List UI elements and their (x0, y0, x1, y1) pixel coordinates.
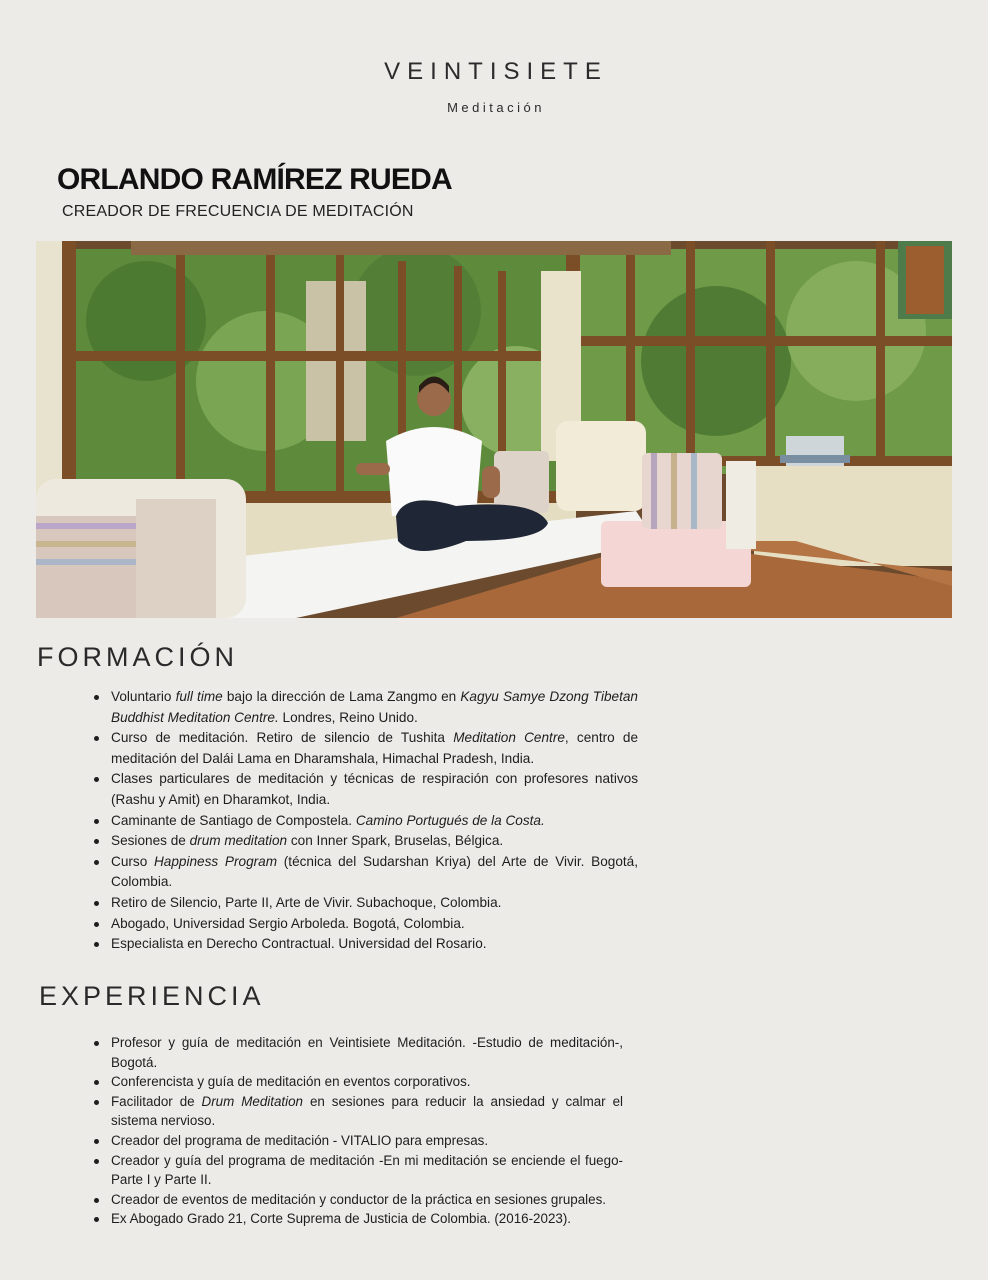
list-item-text: Voluntario (111, 689, 176, 704)
list-item-text: Creador de eventos de meditación y conductor de la práctica en sesiones grupales. (111, 1191, 607, 1207)
list-item-text: con Inner Spark, Bruselas, Bélgica. (287, 833, 504, 849)
list-item-text: , centro de meditación del Dalái Lama en Dharamshala, Himachal Pradesh, India. (111, 730, 639, 766)
list-item-italic-text: drum meditation (189, 833, 288, 849)
list-item (92, 1190, 623, 1210)
list-item (92, 1092, 623, 1131)
list-item (92, 1033, 623, 1072)
list-item (92, 1072, 623, 1092)
list-item-text: Curso (111, 853, 154, 869)
list-item (92, 1131, 623, 1151)
list-item (92, 1209, 623, 1229)
list-item (92, 811, 638, 832)
person-role: CREADOR DE FRECUENCIA DE MEDITACIÓN (62, 203, 414, 220)
list-item-text: Creador y guía del programa de meditación -En mi meditación se enciende el fuego- Parte I y Parte II. (111, 1152, 623, 1188)
formacion-heading: FORMACIÓN (37, 642, 238, 672)
list-item-text: Profesor y guía de meditación en Veintisiete Meditación. -Estudio de meditación-, Bogotá. (111, 1035, 623, 1070)
formacion-list (92, 687, 638, 955)
list-item-text: en sesiones para reducir la ansiedad y calmar el sistema nervioso. (111, 1093, 623, 1129)
list-item-italic-text: Happiness Program (153, 853, 278, 869)
list-item-text: Caminante de Santiago de Compostela. (111, 812, 356, 828)
list-item-text: Curso de meditación. Retiro de silencio de Tushita (111, 730, 454, 746)
list-item (92, 769, 638, 810)
list-item-text: (técnica del Sudarshan Kriya) del Arte de Vivir. Bogotá, Colombia. (111, 853, 638, 890)
list-item (92, 728, 638, 769)
list-item-text: Facilitador de (111, 1093, 202, 1109)
list-item (92, 934, 638, 955)
list-item-text: Conferencista y guía de meditación en eventos corporativos. (111, 1074, 471, 1090)
brand-subtitle: Meditación (447, 100, 545, 115)
brand-header (0, 58, 988, 115)
list-item (92, 852, 638, 893)
list-item (92, 893, 638, 914)
list-item-italic-text: Kagyu Samye Dzong Tibetan Buddhist Meditation Centre. (111, 689, 638, 725)
list-item-text: Retiro de Silencio, Parte II, Arte de Vivir. Subachoque, Colombia. (111, 894, 502, 910)
list-item (92, 1151, 623, 1190)
list-item (92, 914, 638, 935)
list-item-text: Londres, Reino Unido. (278, 709, 418, 725)
list-item-italic-text: Camino Portugués de la Costa. (355, 812, 545, 828)
list-item-text: Abogado, Universidad Sergio Arboleda. Bogotá, Colombia. (111, 915, 465, 931)
list-item (92, 831, 638, 852)
brand-name: VEINTISIETE (384, 58, 608, 85)
list-item-text: Creador del programa de meditación - VITALIO para empresas. (111, 1132, 489, 1148)
list-item-text: Clases particulares de meditación y técnicas de respiración con profesores nativos (Rashu y Amit) en Dharamkot, India. (111, 771, 638, 807)
list-item (92, 687, 638, 728)
list-item-italic-text: Meditation Centre (453, 730, 565, 746)
experiencia-list (92, 1033, 623, 1229)
list-item-text: bajo la dirección de Lama Zangmo en (222, 689, 461, 704)
experiencia-heading: EXPERIENCIA (39, 981, 265, 1011)
list-item-italic-text: Drum Meditation (201, 1093, 303, 1109)
list-item-text: Ex Abogado Grado 21, Corte Suprema de Justicia de Colombia. (2016-2023). (111, 1211, 572, 1227)
list-item-text: Especialista en Derecho Contractual. Universidad del Rosario. (111, 936, 487, 952)
list-item-text: Sesiones de (111, 833, 190, 849)
person-name: ORLANDO RAMÍREZ RUEDA (57, 163, 452, 196)
list-item-italic-text: full time (175, 689, 223, 704)
meditation-room-photo (36, 241, 952, 618)
